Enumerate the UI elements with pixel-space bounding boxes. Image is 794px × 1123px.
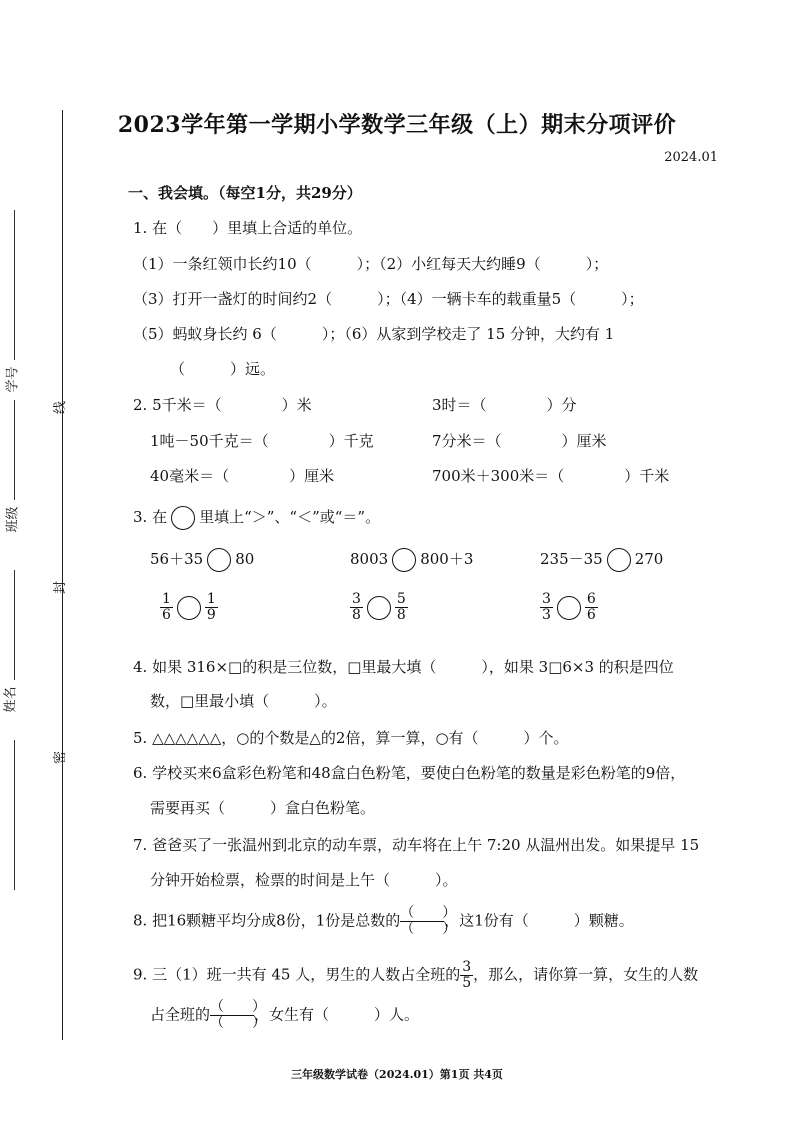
q4-line1: 4. 如果 316×□的积是三位数，□里最大填（ ），如果 3□6×3 的积是四位 bbox=[133, 658, 674, 676]
compare-circle[interactable] bbox=[207, 548, 231, 572]
q3-stem bbox=[133, 506, 380, 530]
q3-stem-post: 里填上“＞”、“＜”或“＝”。 bbox=[199, 508, 381, 526]
q2-r1c2: 3时＝（ ）分 bbox=[432, 396, 577, 414]
fraction-blank[interactable] bbox=[210, 999, 267, 1031]
q8-pre: 8. 把16颗糖平均分成8份，1份是总数的 bbox=[133, 911, 401, 930]
q3-compare-b bbox=[350, 548, 473, 572]
class-label: 班级 bbox=[5, 506, 21, 533]
numerator: 1 bbox=[206, 591, 216, 607]
q3-a-right: 80 bbox=[235, 550, 255, 568]
fraction bbox=[160, 592, 173, 623]
q2-r2c2: 7分米＝（ ）厘米 bbox=[432, 432, 607, 450]
q2-r2c1: 1吨－50千克＝（ ）千克 bbox=[150, 432, 374, 450]
fraction bbox=[395, 592, 408, 623]
compare-circle[interactable] bbox=[607, 548, 631, 572]
q1-stem: 1. 在（ ）里填上合适的单位。 bbox=[133, 219, 363, 237]
seal-char-secret: 密 bbox=[53, 750, 69, 765]
margin-rule bbox=[14, 740, 15, 890]
fraction bbox=[205, 592, 218, 623]
numerator-blank: （ ） bbox=[400, 905, 457, 921]
q2-r3c2: 700米＋300米＝（ ）千米 bbox=[432, 467, 670, 485]
q3-b-left: 8003 bbox=[350, 550, 389, 568]
q2-r3c1: 40毫米＝（ ）厘米 bbox=[150, 467, 335, 485]
binding-line bbox=[62, 110, 63, 1040]
fraction-blank[interactable] bbox=[400, 905, 457, 937]
denominator: 6 bbox=[586, 607, 596, 623]
q3-compare-c bbox=[540, 548, 663, 572]
q7-line2: 分钟开始检票，检票的时间是上午（ ）。 bbox=[150, 871, 458, 889]
seal-char-seal: 封 bbox=[53, 580, 69, 595]
q1-line2: （3）打开一盏灯的时间约2（ ）；（4）一辆卡车的载重量5（ ）； bbox=[133, 290, 644, 308]
circle-icon bbox=[171, 506, 195, 530]
q6-line1: 6. 学校买来6盒彩色粉笔和48盒白色粉笔，要使白色粉笔的数量是彩色粉笔的9倍， bbox=[133, 764, 686, 782]
q3-c-right: 270 bbox=[634, 550, 664, 568]
q4-line2: 数，□里最小填（ ）。 bbox=[150, 692, 337, 710]
section-heading: 一、我会填。（每空1分，共29分） bbox=[128, 184, 362, 202]
denominator-blank: （ ） bbox=[400, 921, 457, 937]
compare-circle[interactable] bbox=[392, 548, 416, 572]
page-footer: 三年级数学试卷（2024.01）第1页 共4页 bbox=[291, 1068, 503, 1081]
name-label: 姓名 bbox=[3, 686, 19, 713]
compare-circle[interactable] bbox=[367, 596, 391, 620]
q3-compare-a bbox=[150, 548, 254, 572]
name-field[interactable] bbox=[14, 570, 15, 680]
q9-line1 bbox=[133, 960, 698, 991]
student-id-label: 学号 bbox=[5, 366, 21, 393]
q8-line bbox=[133, 906, 634, 937]
q3-a-left: 56＋35 bbox=[150, 550, 204, 568]
page-title: 2023学年第一学期小学数学三年级（上）期末分项评价 bbox=[117, 112, 677, 138]
fraction bbox=[540, 592, 553, 623]
student-id-field[interactable] bbox=[14, 210, 15, 360]
q1-line3: （5）蚂蚁身长约 6（ ）；（6）从家到学校走了 15 分钟，大约有 1 bbox=[133, 325, 615, 343]
numerator: 1 bbox=[162, 591, 171, 607]
numerator-blank: （ ） bbox=[210, 999, 267, 1015]
q9-l2-pre: 占全班的 bbox=[150, 1005, 211, 1024]
q3-fraction-c bbox=[540, 592, 598, 623]
q1-line4: （ ）远。 bbox=[170, 360, 276, 378]
fraction bbox=[585, 592, 598, 623]
q3-c-left: 235－35 bbox=[540, 550, 603, 568]
seal-char-line: 线 bbox=[53, 400, 69, 415]
q9-l1-post: ，那么，请你算一算，女生的人数 bbox=[473, 965, 699, 984]
q6-line2: 需要再买（ ）盒白色粉笔。 bbox=[150, 799, 376, 817]
numerator: 3 bbox=[542, 591, 551, 607]
denominator: 5 bbox=[462, 975, 472, 991]
q3-fraction-b bbox=[350, 592, 408, 623]
q3-stem-pre: 3. 在 bbox=[133, 508, 168, 526]
denominator-blank: （ ） bbox=[210, 1015, 267, 1031]
q7-line1: 7. 爸爸买了一张温州到北京的动车票，动车将在上午 7:20 从温州出发。如果提早 15 bbox=[133, 836, 700, 854]
denominator: 3 bbox=[542, 607, 551, 623]
q5-line1: 5. △△△△△△，○的个数是△的2倍，算一算，○有（ ）个。 bbox=[133, 729, 569, 747]
denominator: 8 bbox=[352, 607, 361, 623]
class-field[interactable] bbox=[14, 400, 15, 500]
exam-date: 2024.01 bbox=[664, 150, 718, 165]
q3-fraction-a bbox=[160, 592, 218, 623]
q8-post: ，这1份有（ ）颗糖。 bbox=[444, 911, 634, 930]
compare-circle[interactable] bbox=[557, 596, 581, 620]
numerator: 3 bbox=[462, 959, 472, 975]
q9-l1-pre: 9. 三（1）班一共有 45 人，男生的人数占全班的 bbox=[133, 965, 461, 984]
denominator: 6 bbox=[162, 607, 171, 623]
q1-line1: （1）一条红领巾长约10（ ）；（2）小红每天大约睡9（ ）； bbox=[133, 255, 609, 273]
q9-line2 bbox=[150, 1000, 419, 1031]
numerator: 5 bbox=[396, 591, 406, 607]
q2-r1c1: 2. 5千米＝（ ）米 bbox=[133, 396, 312, 414]
numerator: 3 bbox=[352, 591, 361, 607]
denominator: 9 bbox=[206, 607, 216, 623]
fraction bbox=[350, 592, 363, 623]
fraction bbox=[460, 960, 473, 991]
q9-l2-post: ，女生有（ ）人。 bbox=[254, 1005, 420, 1024]
q3-b-right: 800＋3 bbox=[420, 550, 474, 568]
denominator: 8 bbox=[396, 607, 406, 623]
numerator: 6 bbox=[586, 591, 596, 607]
compare-circle[interactable] bbox=[177, 596, 201, 620]
